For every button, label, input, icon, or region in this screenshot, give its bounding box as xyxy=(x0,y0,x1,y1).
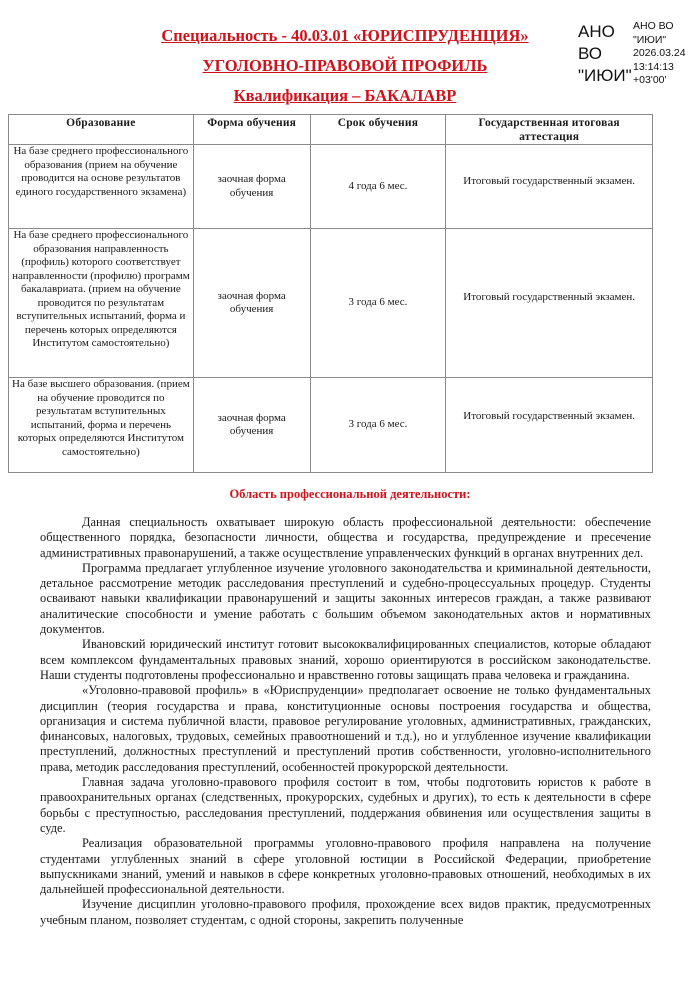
specialty-title: Специальность - 40.03.01 «ЮРИСПРУДЕНЦИЯ» xyxy=(161,26,529,45)
paragraph: Главная задача уголовно-правового профиля состоит в том, чтобы подготовить юристов к работе в правоохранительных органах (следственных, прокурорских, судебных и других), то есть к деятельности в сфере борьбы с преступностью, расследования преступлений, поддержания обвинения или осуществления защиты в суде. xyxy=(40,775,651,835)
stamp-line: АНО xyxy=(578,22,615,41)
education-forms-table xyxy=(8,114,653,473)
digital-signature-stamp-large xyxy=(578,21,632,87)
table-row xyxy=(9,145,653,229)
cell-form: заочная форма обучения xyxy=(193,229,310,378)
stamp-time: 13:14:13 xyxy=(633,60,674,73)
cell-duration: 3 года 6 мес. xyxy=(310,229,446,378)
paragraph: Данная специальность охватывает широкую область профессиональной деятельности: обеспечение общественного порядка, безопасности личности, общества и государства, предупреждение и пресечение административных правонарушений, а также осуществление управленческих функций в органах внутренних дел. xyxy=(40,515,651,560)
column-header-attestation: Государственная итоговая аттестация xyxy=(446,115,653,145)
cell-form: заочная форма обучения xyxy=(193,378,310,473)
paragraph: Ивановский юридический институт готовит высококвалифицированных специалистов, которые обладают всем комплексом фундаментальных правовых знаний, хорошо ориентируются в российском законодательстве. Наши студенты подготовлены профессионально и нравственно готовы защищать права человека и гражданина. xyxy=(40,637,651,682)
profile-title: УГОЛОВНО-ПРАВОВОЙ ПРОФИЛЬ xyxy=(202,56,488,75)
column-header-form: Форма обучения xyxy=(193,115,310,145)
cell-attestation: Итоговый государственный экзамен. xyxy=(446,145,653,229)
table-header-row xyxy=(9,115,653,145)
paragraph: «Уголовно-правовой профиль» в «Юриспруденции» предполагает освоение не только фундаментальных дисциплин (теория государства и права, конституционные основы построения государства и общества, организация и система публичной власти, правовое регулирование уголовных, административных, гражданских, финансовых, налоговых, трудовых, семейных правоотношений и т.д.), но и углубленное изучение квалификации преступлений, должностных преступлений и преступлений против собственности, уголовно-исполнительного права, методик расследования преступлений, особенностей прокурорской деятельности. xyxy=(40,683,651,774)
cell-duration: 4 года 6 мес. xyxy=(310,145,446,229)
cell-education: На базе среднего профессионального образования направленность (профиль) которого соответствует направленности (профилю) программ бакалавриата. (прием на обучение проводится по результатам вступительных испытаний, форма и перечень которых определяются Институтом самостоятельно) xyxy=(9,229,194,378)
stamp-org: АНО ВО xyxy=(633,20,674,32)
cell-attestation: Итоговый государственный экзамен. xyxy=(446,378,653,473)
paragraph: Реализация образовательной программы уголовно-правового профиля направлена на получение студентами углубленных знаний в сфере уголовной юстиции в Российской Федерации, приобретение выпускниками знаний, умений и навыков в сфере конкретных уголовно-правовых отношений, необходимых в их дальнейшей профессиональной деятельности. xyxy=(40,836,651,897)
column-header-duration: Срок обучения xyxy=(310,115,446,145)
section-body xyxy=(40,515,651,928)
digital-signature-stamp-details xyxy=(633,20,686,88)
stamp-line: ВО xyxy=(578,44,602,63)
table-row xyxy=(9,378,653,473)
cell-education: На базе высшего образования. (прием на обучение проводится по результатам вступительных испытаний, форма и перечень которых определяются Институтом самостоятельно) xyxy=(9,378,194,473)
stamp-date: 2026.03.24 xyxy=(633,47,686,59)
cell-education: На базе среднего профессионального образования (прием на обучение проводится на основе результатов единого государственного экзамена) xyxy=(9,145,194,229)
cell-form: заочная форма обучения xyxy=(193,145,310,229)
stamp-line: "ИЮИ" xyxy=(578,66,632,85)
cell-attestation: Итоговый государственный экзамен. xyxy=(446,229,653,378)
cell-duration: 3 года 6 мес. xyxy=(310,378,446,473)
column-header-education: Образование xyxy=(9,115,194,145)
section-title: Область профессиональной деятельности: xyxy=(229,487,471,501)
stamp-timezone: +03'00' xyxy=(633,74,667,86)
qualification-title: Квалификация – БАКАЛАВР xyxy=(233,86,457,105)
stamp-org-abbr: "ИЮИ" xyxy=(633,33,667,46)
table-row xyxy=(9,229,653,378)
paragraph: Изучение дисциплин уголовно-правового профиля, прохождение всех видов практик, предусмотренных учебным планом, позволяет студентам, с одной стороны, закрепить полученные xyxy=(40,897,651,927)
paragraph: Программа предлагает углубленное изучение уголовного законодательства и криминальной деятельности, детальное рассмотрение методик расследования преступлений и судебно-процессуальных процедур. Студенты осваивают навыки квалификации правонарушений и защиты законных интересов граждан, а также развивают аналитические способности и умение работать с большим объемом законодательных актов и нормативных документов. xyxy=(40,560,651,637)
